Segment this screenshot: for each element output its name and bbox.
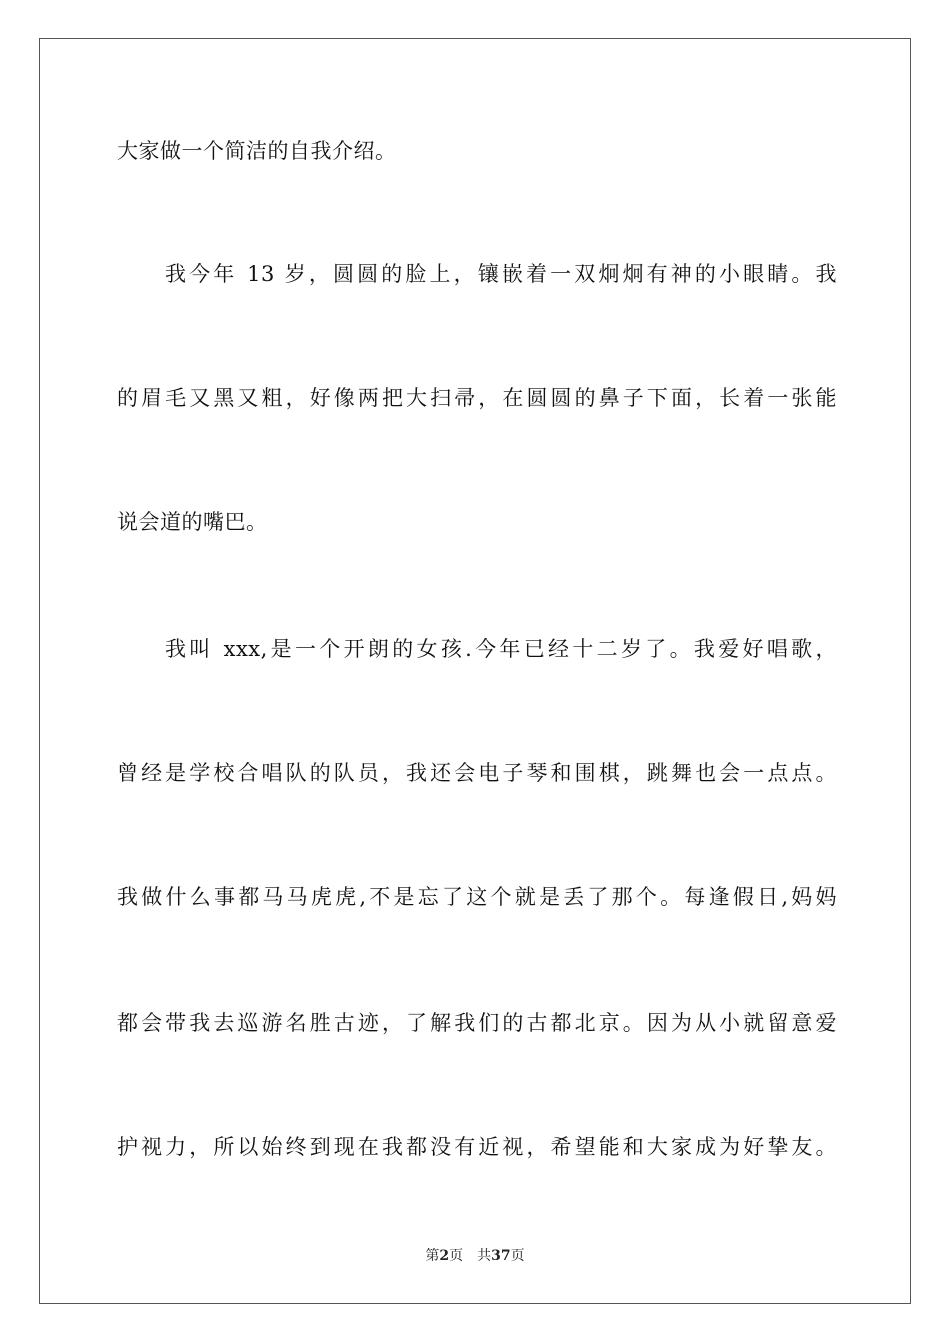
text-line-7: 我做什么事都马马虎虎,不是忘了这个就是丢了那个。每逢假日,妈妈 [117, 885, 837, 909]
text-line-2: 我今年 13 岁，圆圆的脸上，镶嵌着一双炯炯有神的小眼睛。我 [165, 262, 837, 286]
text-line-1: 大家做一个简洁的自我介绍。 [117, 139, 397, 163]
text-line-5: 我叫 xxx,是一个开朗的女孩.今年已经十二岁了。我爱好唱歌， [165, 637, 837, 661]
footer-total-suffix: 页 [510, 1248, 525, 1264]
footer-page-prefix: 第 [425, 1248, 440, 1264]
footer-total-pages: 37 [491, 1248, 511, 1264]
page-border [39, 38, 911, 1304]
page-footer [0, 1247, 950, 1265]
footer-page-suffix: 页 [449, 1248, 464, 1264]
text-line-4: 说会道的嘴巴。 [117, 510, 268, 534]
text-line-3: 的眉毛又黑又粗，好像两把大扫帚，在圆圆的鼻子下面，长着一张能 [117, 386, 837, 410]
footer-page-number: 2 [439, 1248, 450, 1264]
text-line-6: 曾经是学校合唱队的队员，我还会电子琴和围棋，跳舞也会一点点。 [117, 761, 837, 785]
text-line-8: 都会带我去巡游名胜古迹，了解我们的古都北京。因为从小就留意爱 [117, 1011, 837, 1035]
footer-total-prefix: 共 [477, 1248, 492, 1264]
text-line-9: 护视力，所以始终到现在我都没有近视，希望能和大家成为好挚友。 [117, 1135, 837, 1159]
